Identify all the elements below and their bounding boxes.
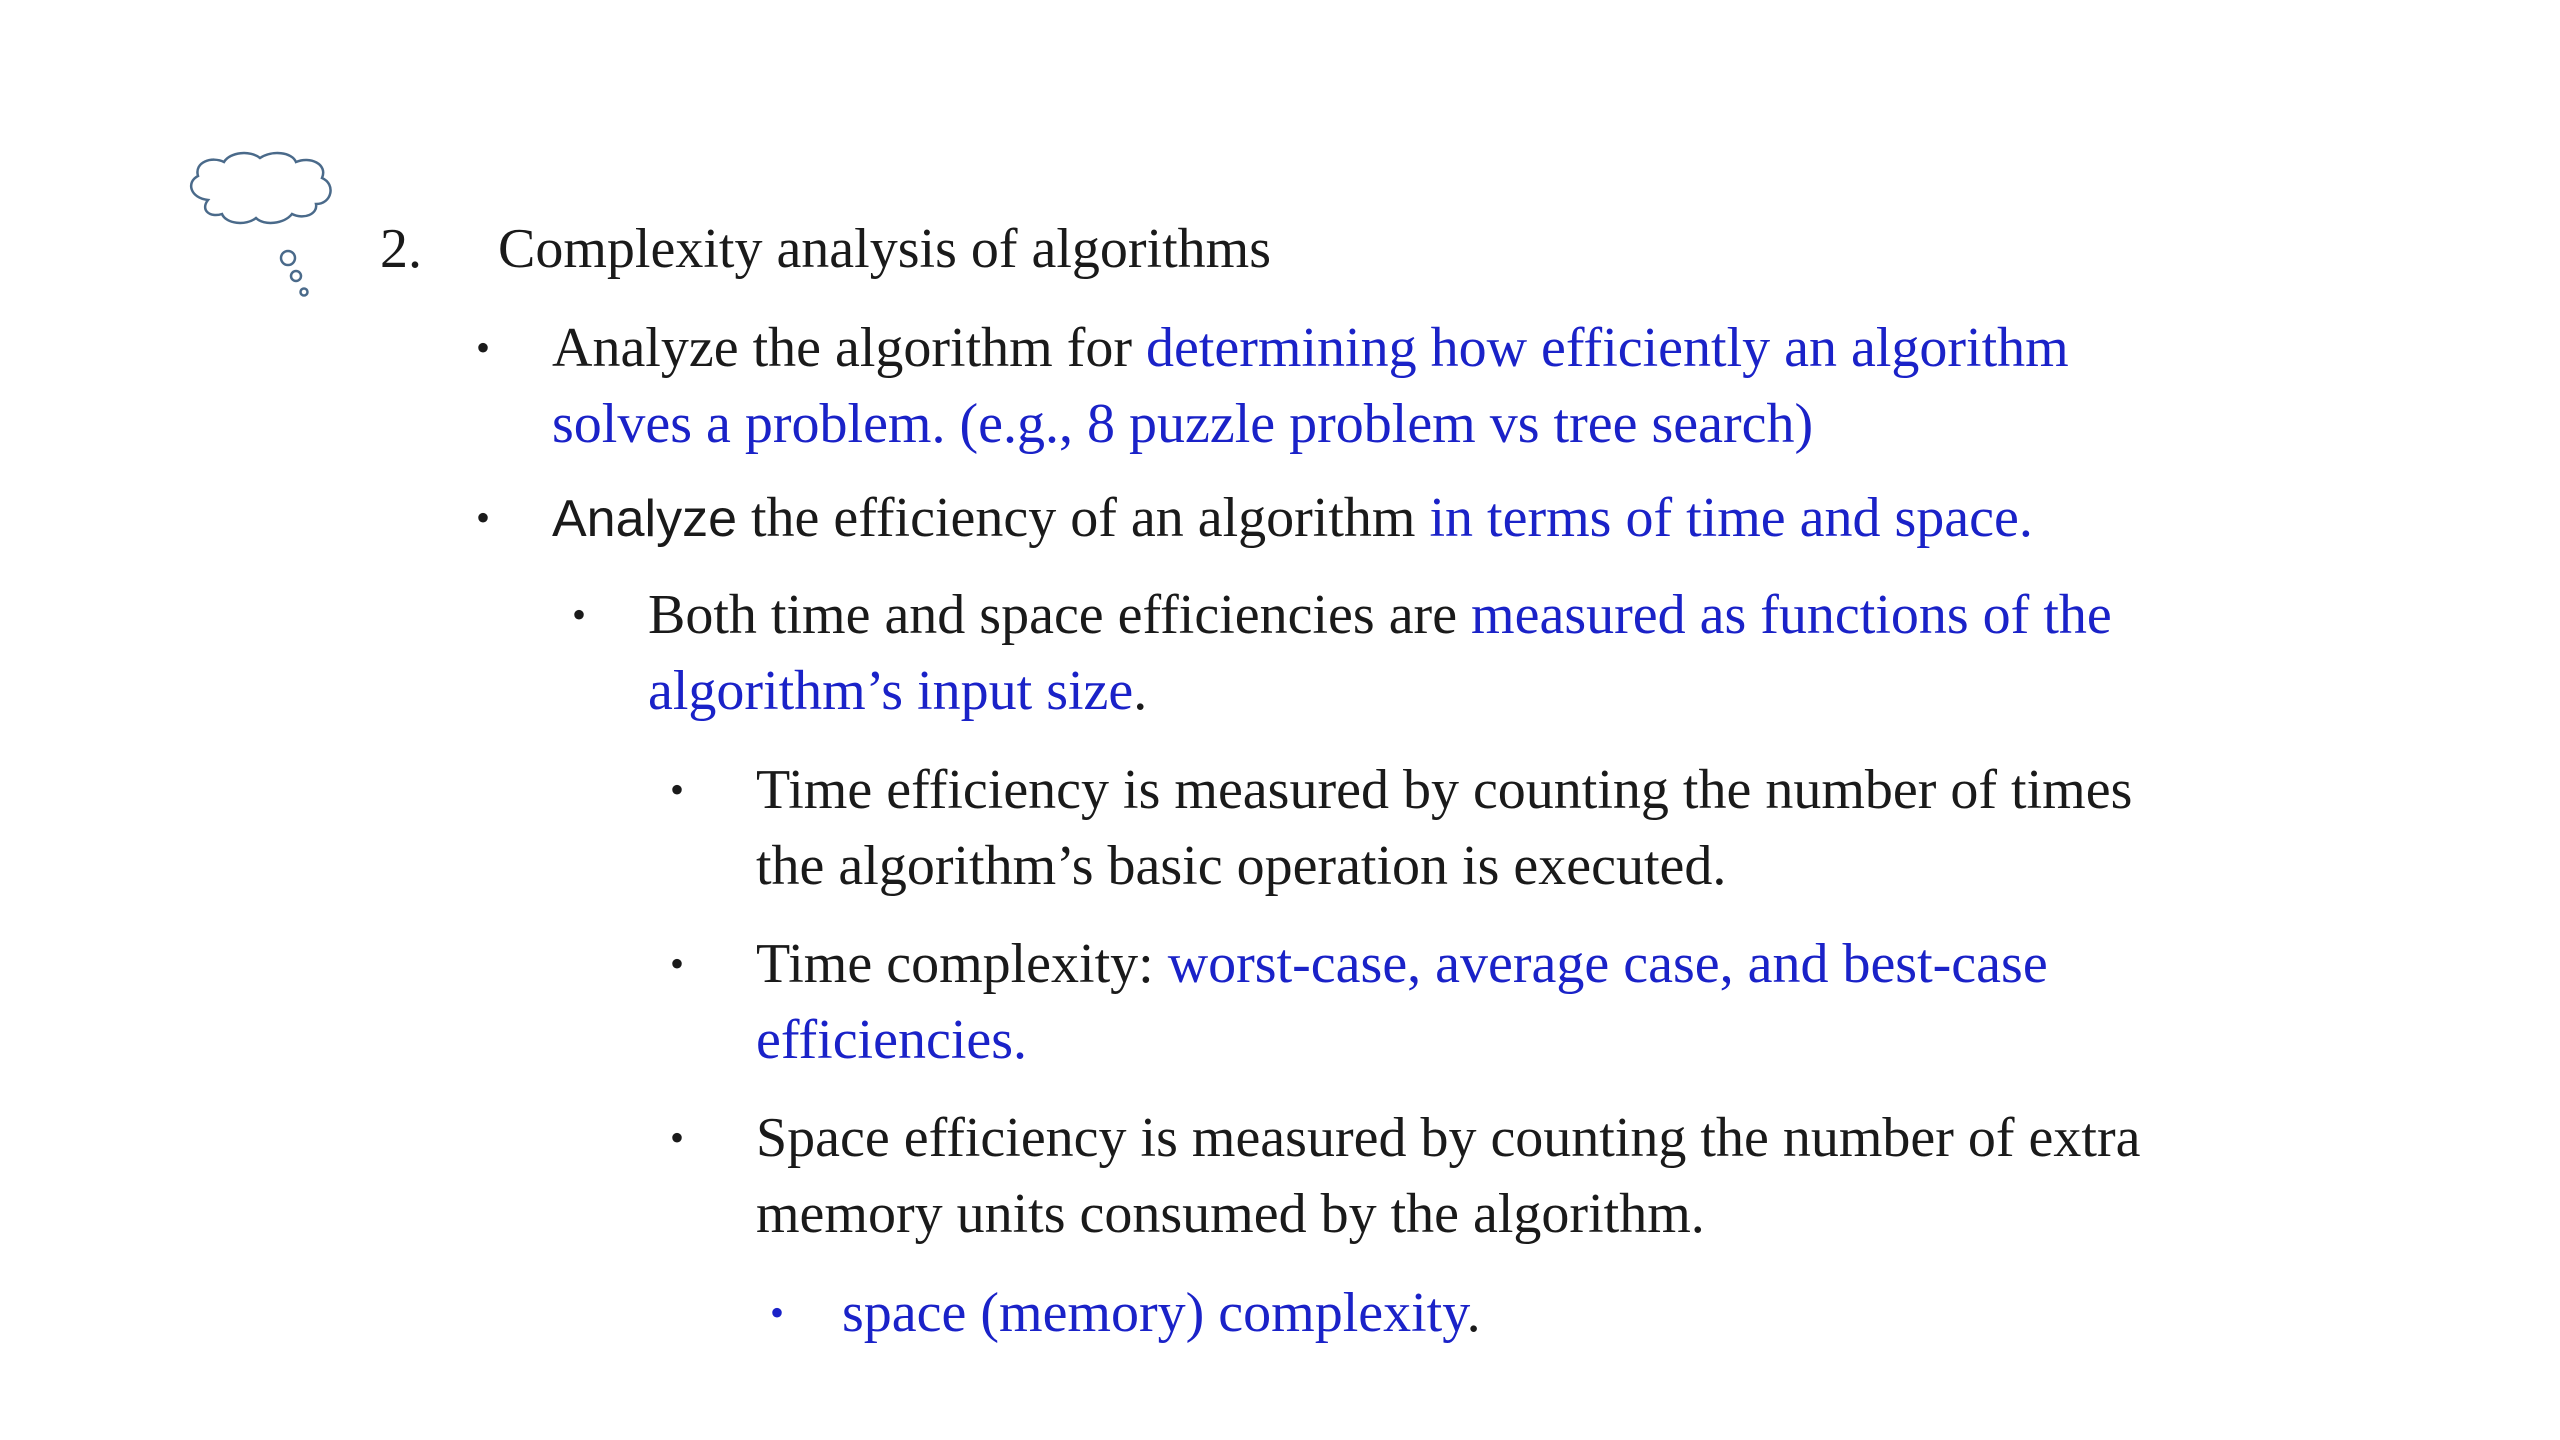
bullet-text: Time complexity: [756,933,1168,995]
slide-heading [380,213,1271,285]
bullet-highlight: worst-case, average case, and best-case [1167,933,2048,995]
thought-bubble-icon [180,148,340,308]
bullet-line [842,1275,1481,1351]
bullet-icon: • [670,767,685,812]
bullet-highlight: efficiencies. [756,1009,1028,1071]
bullet-icon: • [670,941,685,986]
bullet-line [756,926,2048,1002]
bullet-line [552,310,2069,386]
bullet-highlight: solves a problem. (e.g., 8 puzzle problem vs tree search) [552,393,1814,455]
bullet-icon: • [476,495,491,540]
bullet-text: Analyze [552,490,737,548]
bullet-icon: • [770,1290,785,1335]
bullet-highlight: determining how efficiently an algorithm [1146,317,2069,379]
bullet-time-complexity [670,926,2048,1078]
bullet-text: Time efficiency is measured by counting the number of times [756,759,2133,821]
bullet-line [648,577,2112,653]
heading-title: Complexity analysis of algorithms [498,218,1272,280]
bullet-highlight: measured as functions of the [1471,584,2112,646]
bullet-highlight: in terms of time and space. [1429,487,2033,549]
bullet-highlight: space (memory) complexity [842,1282,1467,1344]
bullet-text: Both time and space efficiencies are [648,584,1472,646]
bullet-text: the efficiency of an algorithm [737,487,1430,549]
bullet-text: Analyze the algorithm for [552,317,1147,379]
bullet-analyze-efficiency-problem [476,310,2069,462]
bullet-space-efficiency [670,1100,2141,1252]
bullet-text: . [1133,660,1148,722]
bullet-time-efficiency [670,752,2133,904]
bullet-icon: • [670,1115,685,1160]
bullet-icon: • [476,325,491,370]
bullet-text: memory units consumed by the algorithm. [756,1183,1705,1245]
bullet-time-and-space [476,480,2033,557]
bullet-text: the algorithm’s basic operation is executed. [756,835,1727,897]
bullet-space-complexity [770,1275,1481,1351]
bullet-icon: • [572,592,587,637]
heading-number: 2. [380,218,422,280]
bullet-line [552,480,2033,557]
bullet-line [648,653,2112,729]
bullet-text: Space efficiency is measured by counting the number of extra [756,1107,2141,1169]
bullet-input-size [572,577,2112,729]
bullet-highlight: algorithm’s input size [648,660,1134,722]
bullet-text: . [1466,1282,1481,1344]
